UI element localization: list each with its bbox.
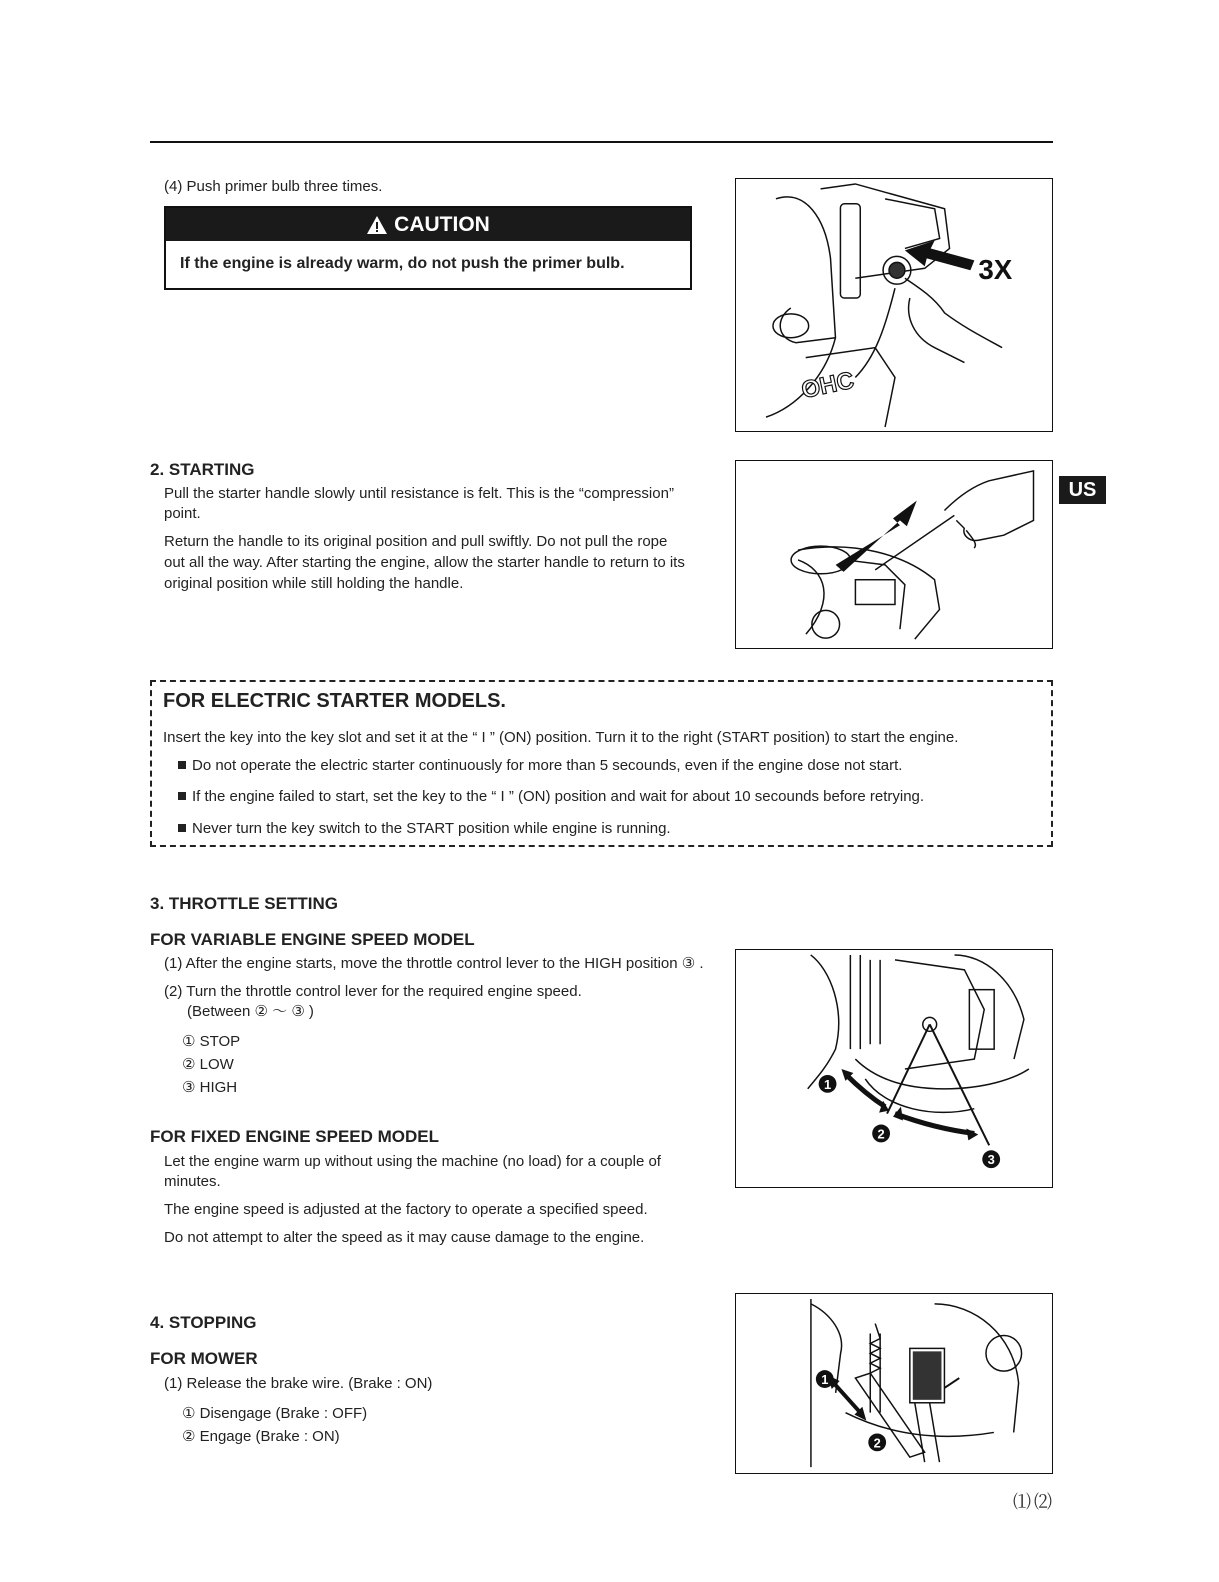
starter-handle-illustration (736, 461, 1052, 648)
electric-bullet-text: Do not operate the electric starter continuously for more than 5 secounds, even if the engine dose not start. (192, 757, 903, 774)
bullet-square-icon (178, 792, 186, 800)
throttle-heading: 3. THROTTLE SETTING (150, 894, 338, 913)
figure-count-label: 3X (978, 254, 1013, 286)
caution-box (164, 206, 692, 290)
starting-para2-line1: Return the handle to its original position and pull swiftly. Do not pull the rope (164, 533, 668, 550)
throttle-position: ② LOW (182, 1056, 234, 1073)
warning-icon (366, 215, 388, 235)
caution-title: CAUTION (394, 212, 490, 236)
fixed-para1-line1: Let the engine warm up without using the machine (no load) for a couple of (164, 1153, 661, 1170)
throttle-lever-illustration (736, 950, 1052, 1187)
callout-number: 3 (987, 1152, 995, 1168)
language-tab-us: US (1059, 476, 1106, 504)
stopping-step1: (1) Release the brake wire. (Brake : ON) (164, 1375, 433, 1392)
electric-bullet (178, 786, 924, 807)
electric-heading: FOR ELECTRIC STARTER MODELS. (163, 690, 506, 712)
fixed-para1-line2: minutes. (164, 1173, 221, 1190)
brake-lever-illustration (736, 1294, 1052, 1473)
electric-bullet (178, 818, 671, 839)
caution-header (166, 208, 690, 241)
figure-brand-label: OHC (799, 366, 857, 405)
callout-number: 2 (877, 1126, 885, 1142)
electric-bullet-text: Never turn the key switch to the START position while engine is running. (192, 820, 671, 837)
variable-speed-heading: FOR VARIABLE ENGINE SPEED MODEL (150, 930, 475, 949)
primer-step: (4) Push primer bulb three times. (164, 178, 383, 195)
throttle-position: ③ HIGH (182, 1079, 238, 1096)
bullet-square-icon (178, 761, 186, 769)
stopping-heading: 4. STOPPING (150, 1313, 257, 1332)
throttle-between: (Between ② 〜 ③ ) (187, 1003, 314, 1020)
throttle-lever-figure (735, 949, 1053, 1188)
throttle-position: ① STOP (182, 1033, 241, 1050)
primer-bulb-figure (735, 178, 1053, 432)
starting-para2-line2: out all the way. After starting the engine, allow the starter handle to return to its (164, 554, 685, 571)
mower-heading: FOR MOWER (150, 1349, 258, 1368)
bullet-square-icon (178, 824, 186, 832)
starting-para1: Pull the starter handle slowly until resistance is felt. This is the “compression” (164, 485, 674, 502)
page-number: ⑴⑵ (1013, 1492, 1055, 1512)
caution-text: If the engine is already warm, do not push the primer bulb. (180, 255, 625, 272)
starting-para2-line3: original position while still holding the handle. (164, 575, 464, 592)
callout-number: 1 (821, 1371, 829, 1387)
brake-item: ① Disengage (Brake : OFF) (182, 1405, 368, 1422)
starting-heading: 2. STARTING (150, 460, 255, 479)
header-rule (150, 141, 1053, 143)
fixed-para2: The engine speed is adjusted at the factory to operate a specified speed. (164, 1201, 648, 1218)
fixed-speed-heading: FOR FIXED ENGINE SPEED MODEL (150, 1127, 440, 1146)
electric-bullet (178, 755, 902, 776)
throttle-step1: (1) After the engine starts, move the throttle control lever to the HIGH position ③ . (164, 955, 704, 972)
callout-number: 2 (873, 1435, 881, 1451)
brake-item: ② Engage (Brake : ON) (182, 1428, 340, 1445)
fixed-para3: Do not attempt to alter the speed as it may cause damage to the engine. (164, 1229, 645, 1246)
throttle-step2: (2) Turn the throttle control lever for the required engine speed. (164, 983, 582, 1000)
electric-bullet-text: If the engine failed to start, set the key to the “ I ” (ON) position and wait for about 10 secounds before retrying. (192, 788, 925, 805)
starting-para1-cont: point. (164, 505, 201, 522)
callout-number: 1 (823, 1076, 832, 1092)
primer-bulb-illustration (736, 179, 1052, 431)
brake-lever-figure (735, 1293, 1053, 1474)
electric-intro: Insert the key into the key slot and set it at the “ I ” (ON) position. Turn it to the right (START position) to start the engine. (163, 729, 959, 746)
starter-handle-figure (735, 460, 1053, 649)
